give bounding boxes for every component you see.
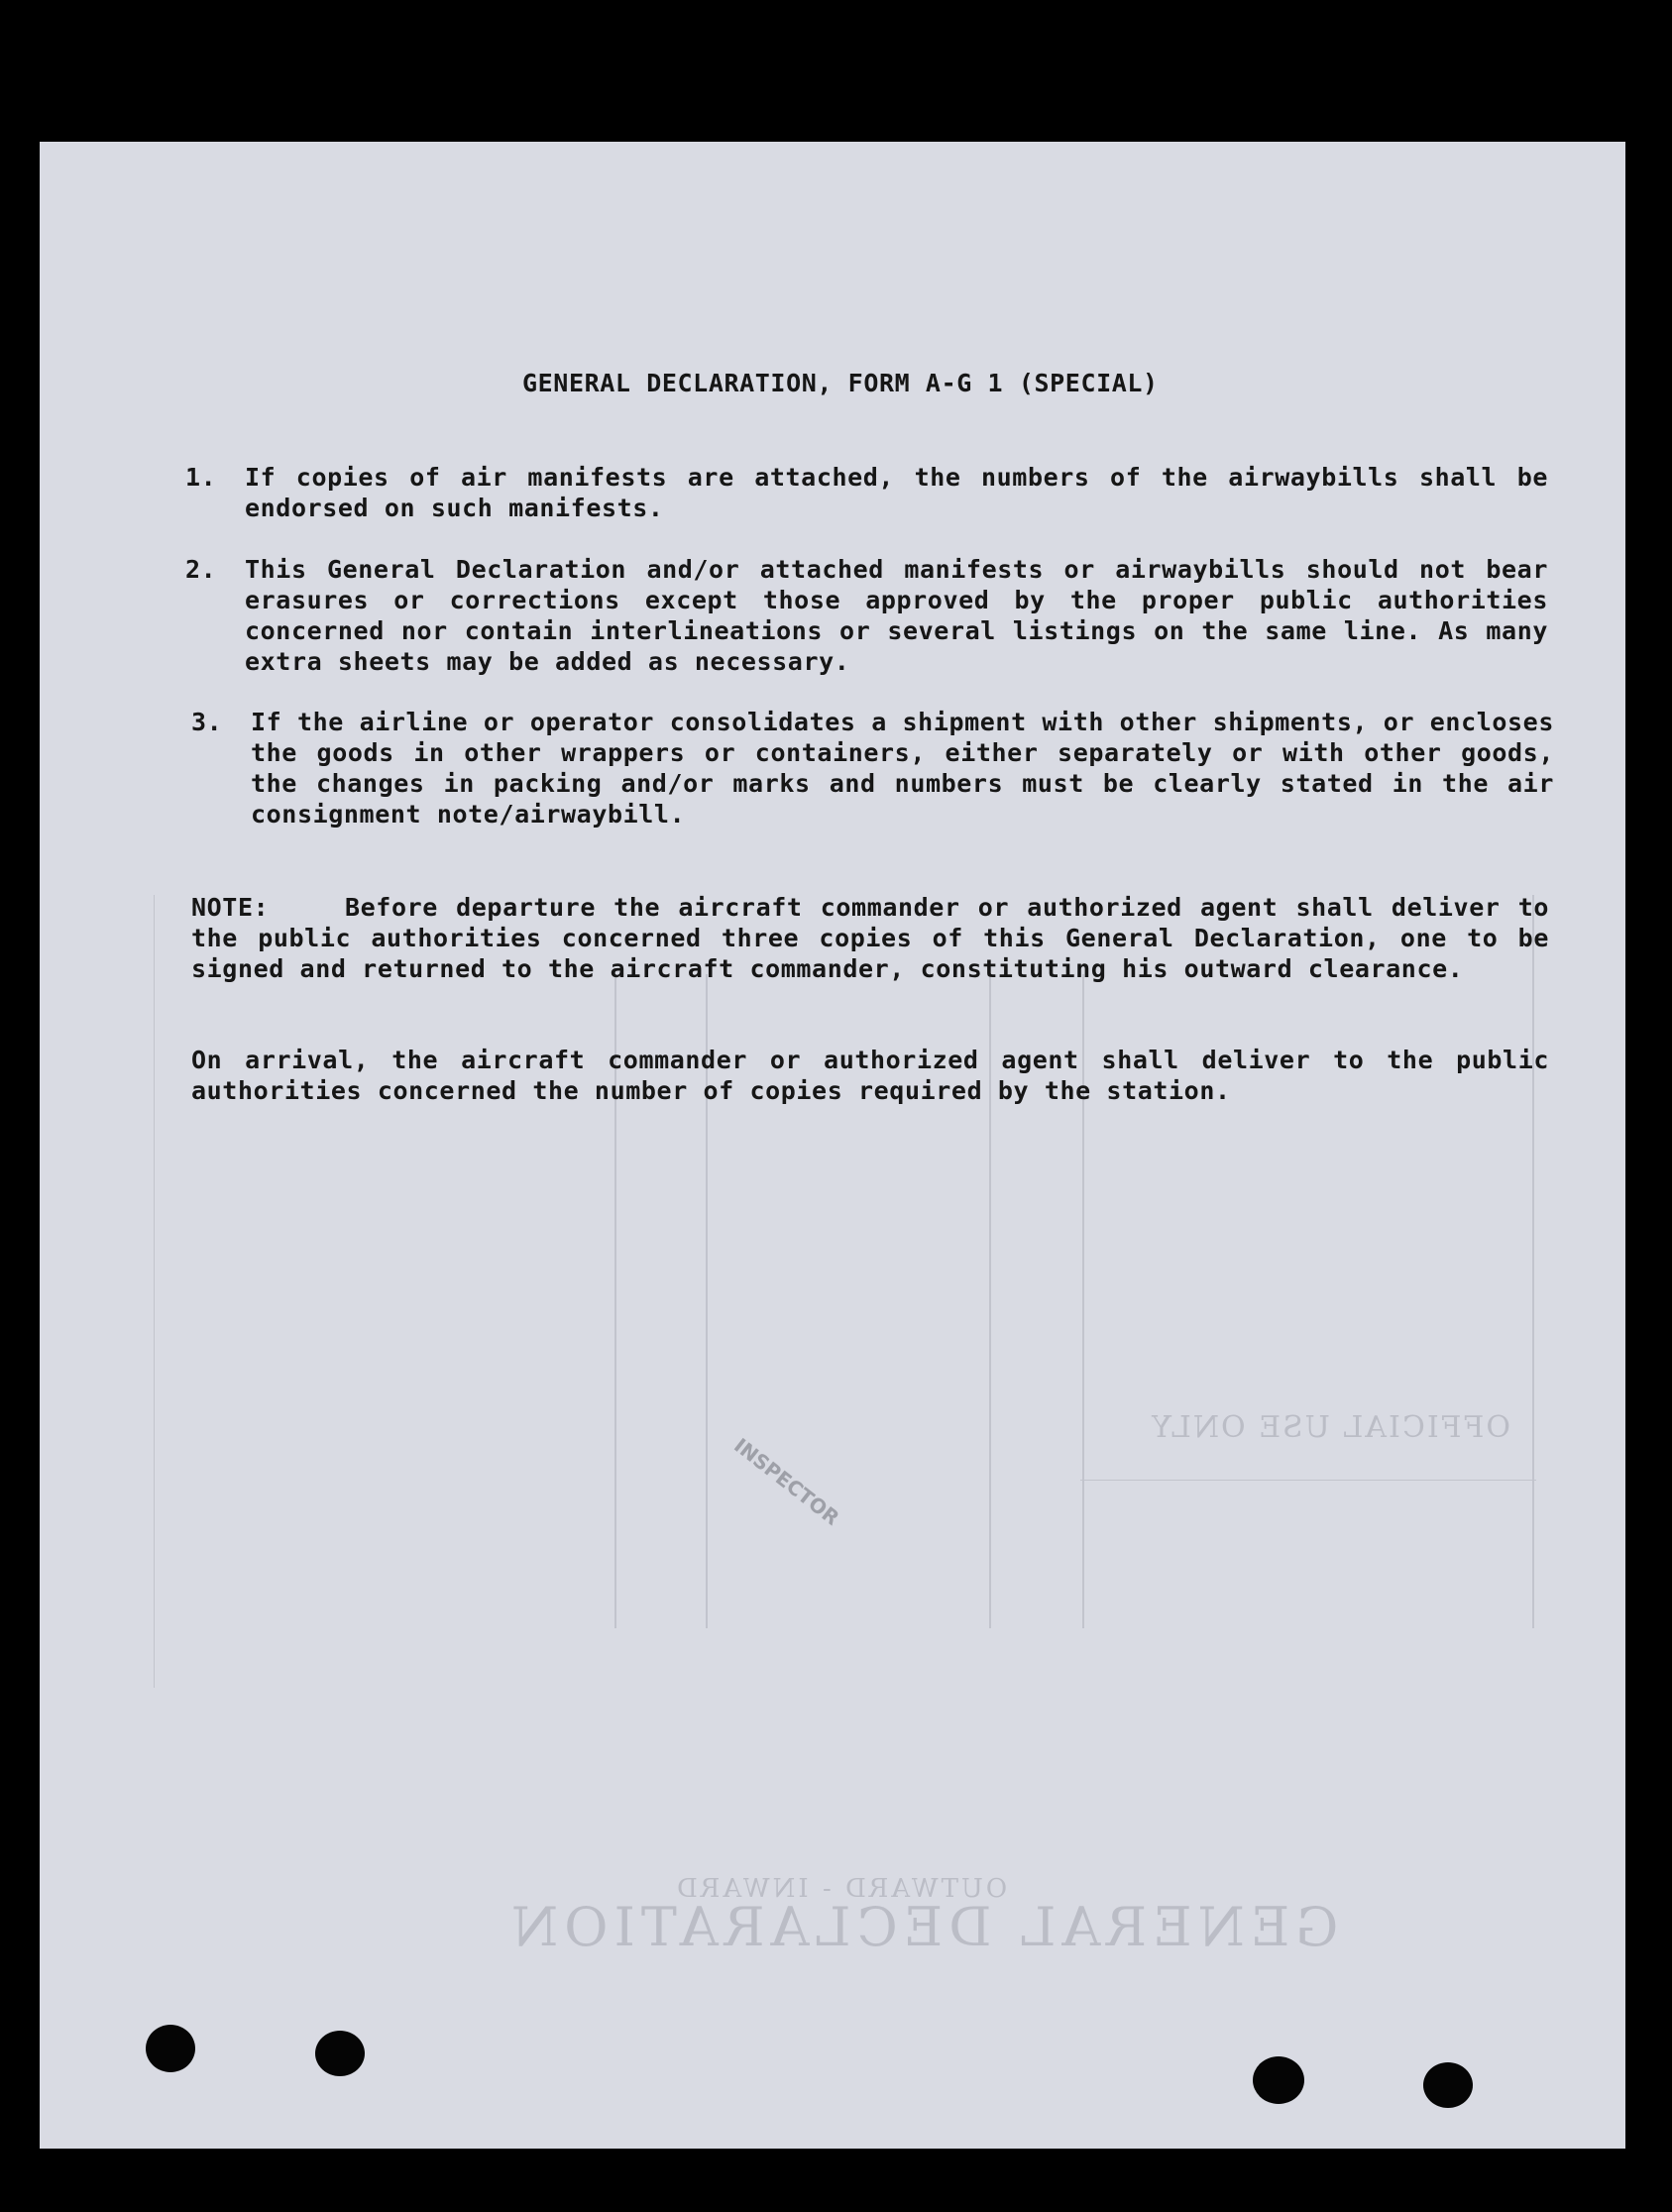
punch-hole — [1253, 2056, 1304, 2104]
scanned-page — [40, 142, 1625, 2149]
list-item — [185, 462, 1548, 523]
list-item-text: If copies of air manifests are attached, the numbers of the airwaybills shall be endorsed on such manifests. — [245, 463, 1548, 522]
list-item — [191, 707, 1554, 830]
note-text: Before departure the aircraft commander or authorized agent shall deliver to the public authorities concerned three copies of this General Declaration, one to be signed and returned to the aircraft commander, constituting his outward clearance. — [191, 893, 1549, 983]
bleed-through-rule — [154, 895, 155, 1688]
bleed-through-heading: GENERAL DECLARATION — [505, 1896, 1339, 1958]
bleed-through-office-use: OFFICIAL USE ONLY — [1150, 1410, 1510, 1445]
punch-hole — [146, 2025, 195, 2072]
arrival-paragraph: On arrival, the aircraft commander or authorized agent shall deliver to the public authorities concerned the number of copies required by the station. — [191, 1046, 1549, 1105]
list-item-number: 3. — [191, 708, 223, 736]
punch-hole — [1423, 2062, 1473, 2108]
bleed-through-rule — [1080, 1480, 1536, 1481]
bleed-through-rule — [1532, 895, 1534, 1628]
note-label: NOTE: — [191, 893, 270, 922]
list-item — [185, 554, 1548, 677]
list-item-number: 2. — [185, 555, 217, 584]
punch-hole — [315, 2031, 365, 2076]
note-paragraph — [191, 892, 1549, 984]
list-item-number: 1. — [185, 463, 217, 492]
bleed-through-subheading: OUTWARD - INWARD — [674, 1874, 1008, 1904]
list-item-text: If the airline or operator consolidates a shipment with other shipments, or encloses the goods in other wrappers or containers, either separately or with other goods, the changes in packing and/or marks and numbers must be clearly stated in the air consignment note/airwaybill. — [251, 708, 1554, 829]
list-item-text: This General Declaration and/or attached manifests or airwaybills should not bear erasures or corrections except those approved by the proper public authorities concerned nor contain interlineations or several listings on the same line. As many extra sheets may be added as necessary. — [245, 555, 1548, 676]
inspection-stamp: INSPECTOR — [729, 1433, 844, 1530]
document-title: GENERAL DECLARATION, FORM A-G 1 (SPECIAL) — [522, 369, 1159, 397]
